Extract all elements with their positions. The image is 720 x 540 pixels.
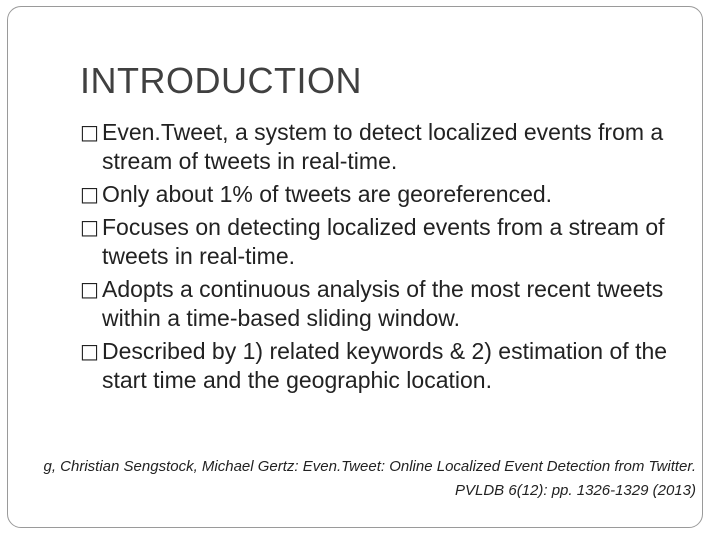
- bullet-text: Focuses on detecting localized events from a stream of tweets in real-time.: [102, 214, 665, 269]
- bullet-square-icon: □: [80, 339, 99, 363]
- citation: [0, 455, 696, 503]
- bullet-item: [80, 337, 680, 395]
- bullet-square-icon: □: [80, 215, 99, 239]
- bullet-square-icon: □: [80, 182, 99, 206]
- bullet-item: [80, 275, 680, 333]
- bullet-item: [80, 118, 680, 176]
- slide-title: INTRODUCTION: [80, 60, 362, 101]
- bullet-text: Described by 1) related keywords & 2) estimation of the start time and the geographic location.: [102, 338, 668, 393]
- bullet-item: [80, 180, 680, 209]
- citation-line-2: PVLDB 6(12): pp. 1326-1329 (2013): [455, 482, 696, 499]
- bullet-text: Even.Tweet, a system to detect localized events from a stream of tweets in real-time.: [102, 119, 664, 174]
- bullet-list: [80, 118, 680, 399]
- bullet-item: [80, 213, 680, 271]
- bullet-square-icon: □: [80, 120, 99, 144]
- bullet-square-icon: □: [80, 277, 99, 301]
- bullet-text: Only about 1% of tweets are georeferenced.: [102, 181, 553, 207]
- citation-line-1: g, Christian Sengstock, Michael Gertz: Even.Tweet: Online Localized Event Detection from Twitter.: [43, 458, 696, 475]
- bullet-text: Adopts a continuous analysis of the most recent tweets within a time-based sliding window.: [102, 276, 664, 331]
